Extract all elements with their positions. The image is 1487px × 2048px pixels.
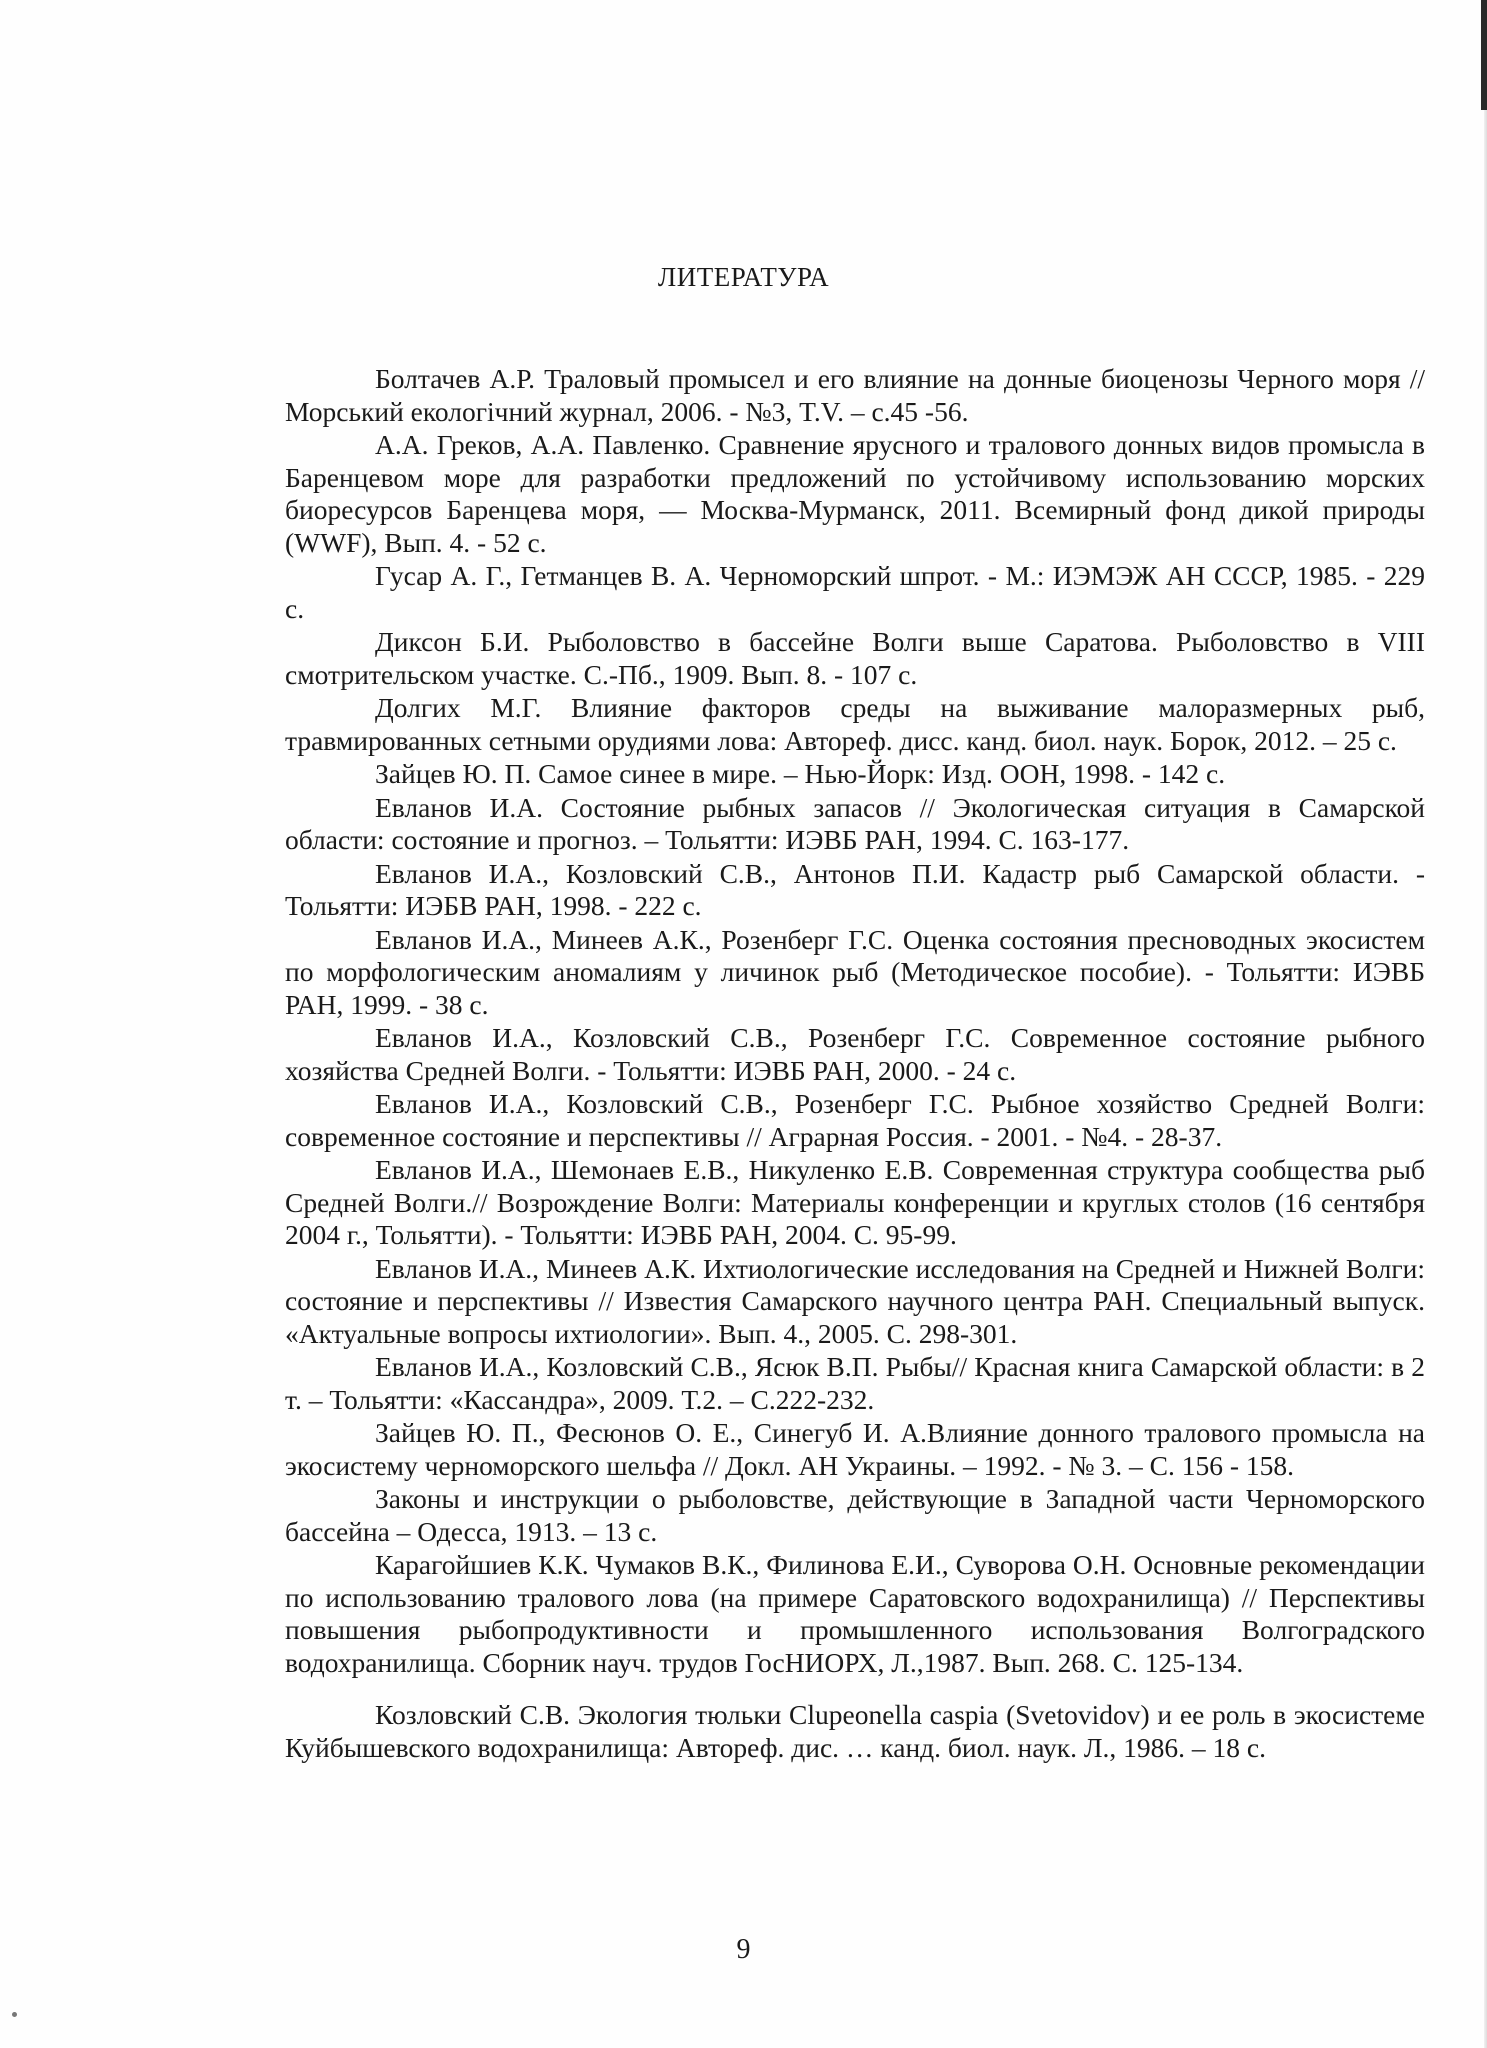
reference-item: Долгих М.Г. Влияние факторов среды на выживание малоразмерных рыб, травмированных сетными орудиями лова: Автореф. дисс. канд. биол. наук. Борок, 2012. – 25 с. [285, 692, 1425, 756]
reference-item: Евланов И.А. Состояние рыбных запасов // Экологическая ситуация в Самарской области: состояние и прогноз. – Тольятти: ИЭВБ РАН, 1994. С. 163-177. [285, 791, 1425, 855]
reference-item: А.А. Греков, А.А. Павленко. Сравнение ярусного и тралового донных видов промысла в Баренцевом море для разработки предложений по устойчивому использованию морских биоресурсов Баренцева моря, — Москва-Мурманск, 2011. Всемирный фонд дикой природы (WWF), Вып. 4. - 52 с. [285, 429, 1425, 558]
reference-item: Евланов И.А., Шемонаев Е.В., Никуленко Е.В. Современная структура сообщества рыб Средней Волги.// Возрождение Волги: Материалы конференции и круглых столов (16 сентября 2004 г., Тольятти). - Тольятти: ИЭВБ РАН, 2004. С. 95-99. [285, 1154, 1425, 1250]
reference-item: Болтачев А.Р. Траловый промысел и его влияние на донные биоценозы Черного моря // Морський екологічний журнал, 2006. - №3, T.V. – с.45 -56. [285, 363, 1425, 427]
scan-speck [12, 2012, 17, 2017]
reference-item: Карагойшиев К.К. Чумаков В.К., Филинова Е.И., Суворова О.Н. Основные рекомендации по использованию тралового лова (на примере Саратовского водохранилища) // Перспективы повышения рыбопродуктивности и промышленного использования Волгоградского водохранилища. Сборник науч. трудов ГосНИОРХ, Л.,1987. Вып. 268. С. 125-134. [285, 1549, 1425, 1678]
scan-edge-mark [1481, 0, 1487, 110]
reference-item: Евланов И.А., Козловский С.В., Антонов П.И. Кадастр рыб Самарской области. - Тольятти: ИЭБВ РАН, 1998. - 222 с. [285, 857, 1425, 921]
reference-item: Евланов И.А., Минеев А.К. Ихтиологические исследования на Средней и Нижней Волги: состояние и перспективы // Известия Самарского научного центра РАН. Специальный выпуск. «Актуальные вопросы ихтиологии». Вып. 4., 2005. С. 298-301. [285, 1252, 1425, 1349]
reference-item: Диксон Б.И. Рыболовство в бассейне Волги выше Саратова. Рыболовство в VIII смотрительском участке. С.-Пб., 1909. Вып. 8. - 107 с. [285, 626, 1425, 690]
reference-item: Евланов И.А., Козловский С.В., Розенберг Г.С. Современное состояние рыбного хозяйства Средней Волги. - Тольятти: ИЭВБ РАН, 2000. - 24 с. [285, 1022, 1425, 1086]
reference-item: Евланов И.А., Минеев А.К., Розенберг Г.С. Оценка состояния пресноводных экосистем по морфологическим аномалиям у личинок рыб (Методическое пособие). - Тольятти: ИЭВБ РАН, 1999. - 38 с. [285, 923, 1425, 1020]
reference-item: Зайцев Ю. П., Фесюнов О. Е., Синегуб И. А.Влияние донного тралового промысла на экосистему черноморского шельфа // Докл. АН Украины. – 1992. - № 3. – С. 156 - 158. [285, 1417, 1425, 1481]
reference-item: Зайцев Ю. П. Самое синее в мире. – Нью-Йорк: Изд. ООН, 1998. - 142 с. [375, 758, 1226, 789]
reference-item: Евланов И.А., Козловский С.В., Ясюк В.П. Рыбы// Красная книга Самарской области: в 2 т. – Тольятти: «Кассандра», 2009. Т.2. – С.222-232. [285, 1351, 1425, 1415]
section-title: ЛИТЕРАТУРА [657, 262, 830, 292]
reference-item: Гусар А. Г., Гетманцев В. А. Черноморский шпрот. - М.: ИЭМЭЖ АН СССР, 1985. - 229 с. [285, 560, 1425, 624]
reference-list [285, 363, 1425, 1765]
reference-item: Законы и инструкции о рыболовстве, действующие в Западной части Черноморского бассейна – Одесса, 1913. – 13 с. [285, 1483, 1425, 1547]
reference-item: Козловский С.В. Экология тюльки Clupeonella caspia (Svetovidov) и ее роль в экосистеме Куйбышевского водохранилища: Автореф. дис. … канд. биол. наук. Л., 1986. – 18 с. [285, 1699, 1425, 1763]
reference-item: Евланов И.А., Козловский С.В., Розенберг Г.С. Рыбное хозяйство Средней Волги: современное состояние и перспективы // Аграрная Россия. - 2001. - №4. - 28-37. [285, 1088, 1425, 1152]
page-number: 9 [736, 1934, 751, 1965]
